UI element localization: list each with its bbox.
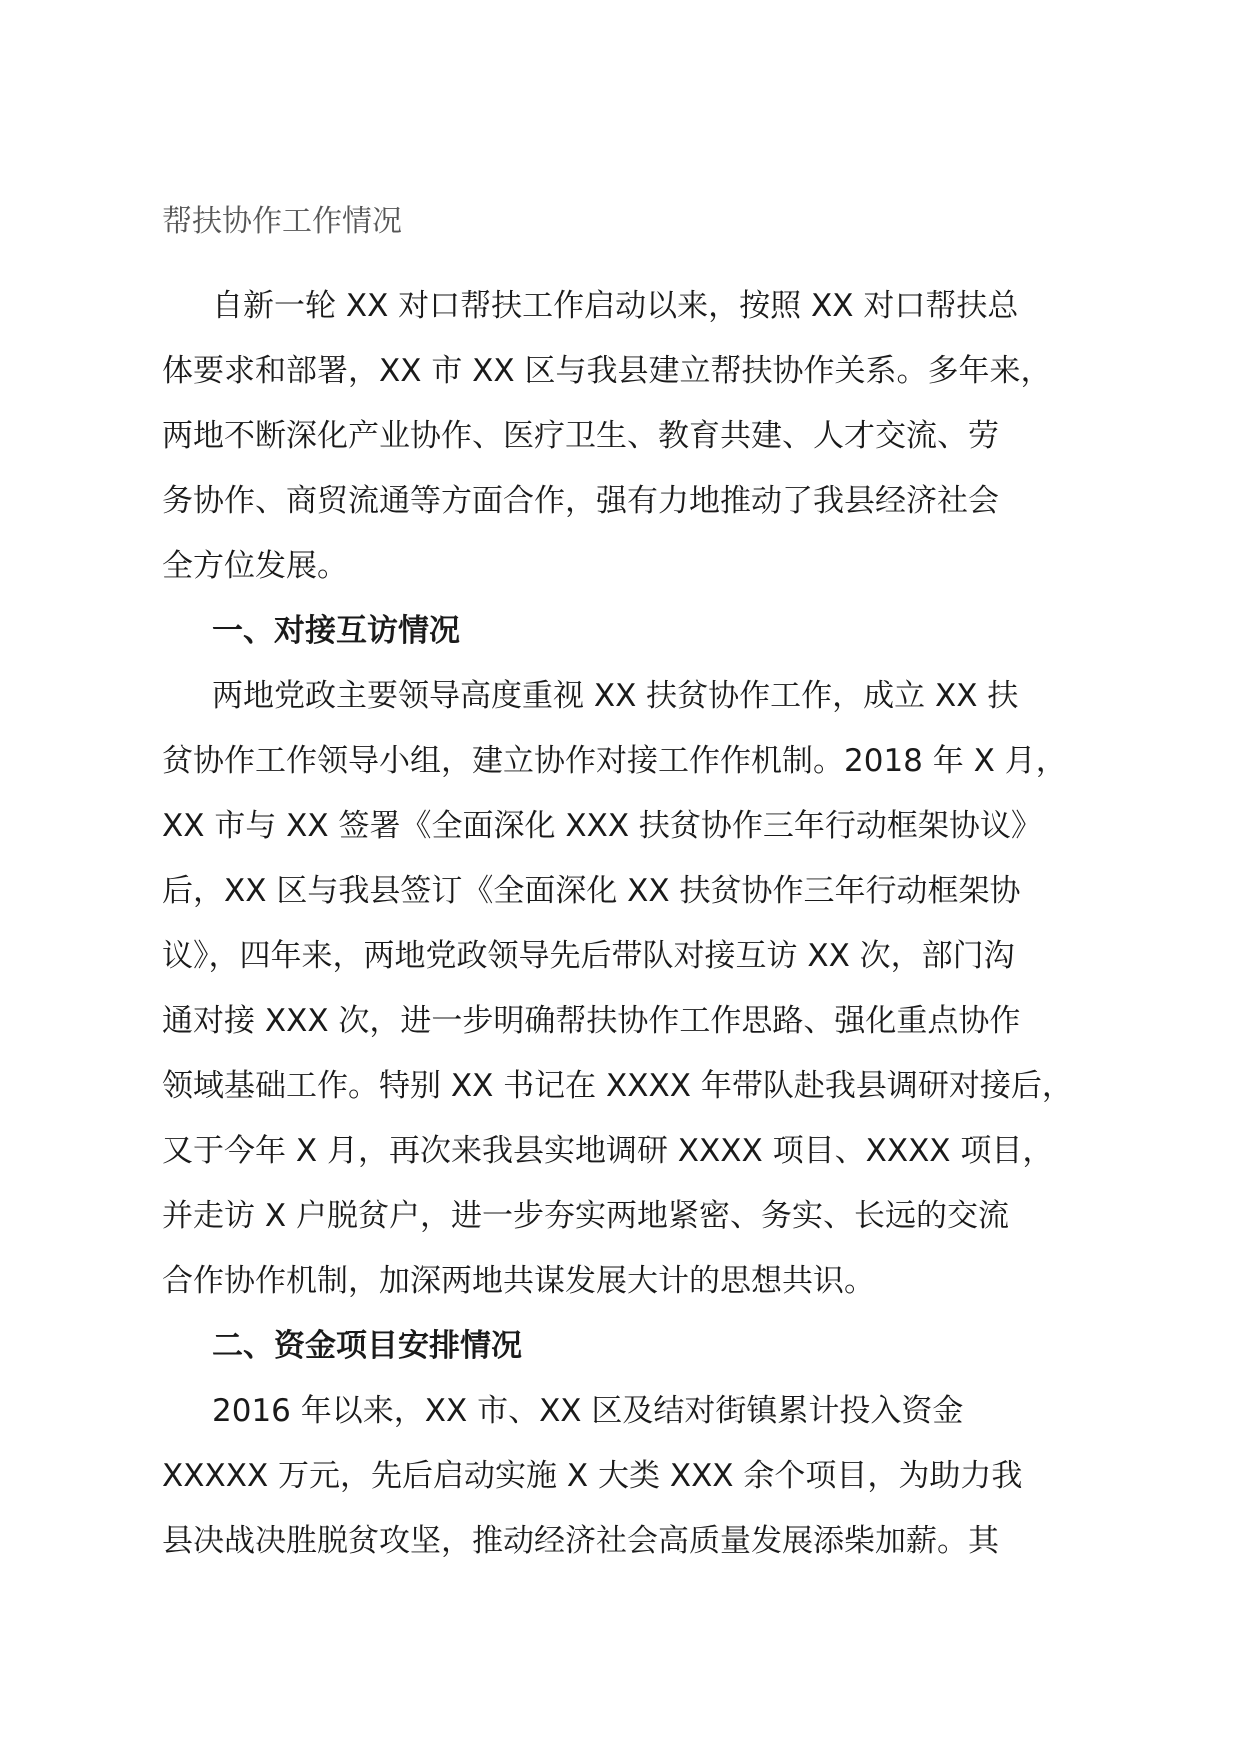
text-line: 体要求和部署，XX 市 XX 区与我县建立帮扶协作关系。多年来， [162,353,1052,389]
section-heading-2: 二、资金项目安排情况 [212,1328,522,1364]
text-line: 2016 年以来，XX 市、XX 区及结对街镇累计投入资金 [212,1393,964,1429]
text-line: 合作协作机制，加深两地共谋发展大计的思想共识。 [162,1263,875,1299]
text-line: 两地不断深化产业协作、医疗卫生、教育共建、人才交流、劳 [162,418,999,454]
text-line: 后，XX 区与我县签订《全面深化 XX 扶贫协作三年行动框架协 [162,873,1021,909]
text-line: 两地党政主要领导高度重视 XX 扶贫协作工作，成立 XX 扶 [212,678,1019,714]
text-line: 领域基础工作。特别 XX 书记在 XXXX 年带队赴我县调研对接后， [162,1068,1073,1104]
text-line: 县决战决胜脱贫攻坚，推动经济社会高质量发展添柴加薪。其 [162,1523,999,1559]
document-body [162,202,1122,1574]
section-heading-1: 一、对接互访情况 [212,613,460,649]
text-line: 贫协作工作领导小组，建立协作对接工作作机制。2018 年 X 月， [162,743,1067,779]
text-line: 自新一轮 XX 对口帮扶工作启动以来，按照 XX 对口帮扶总 [212,288,1019,324]
document-title: 帮扶协作工作情况 [162,204,402,239]
text-line: 通对接 XXX 次，进一步明确帮扶协作工作思路、强化重点协作 [162,1003,1021,1039]
text-line: 全方位发展。 [162,548,348,584]
text-line: XXXXX 万元，先后启动实施 X 大类 XXX 余个项目，为助力我 [162,1458,1023,1494]
text-line: XX 市与 XX 签署《全面深化 XXX 扶贫协作三年行动框架协议》 [162,808,1042,844]
text-line: 又于今年 X 月，再次来我县实地调研 XXXX 项目、XXXX 项目， [162,1133,1054,1169]
section-2-paragraph [162,1379,1122,1574]
section-1-paragraph [162,664,1122,1314]
intro-paragraph [162,274,1122,599]
text-line: 务协作、商贸流通等方面合作，强有力地推动了我县经济社会 [162,483,999,519]
text-line: 议》，四年来，两地党政领导先后带队对接互访 XX 次，部门沟 [162,938,1015,974]
text-line: 并走访 X 户脱贫户，进一步夯实两地紧密、务实、长远的交流 [162,1198,1009,1234]
